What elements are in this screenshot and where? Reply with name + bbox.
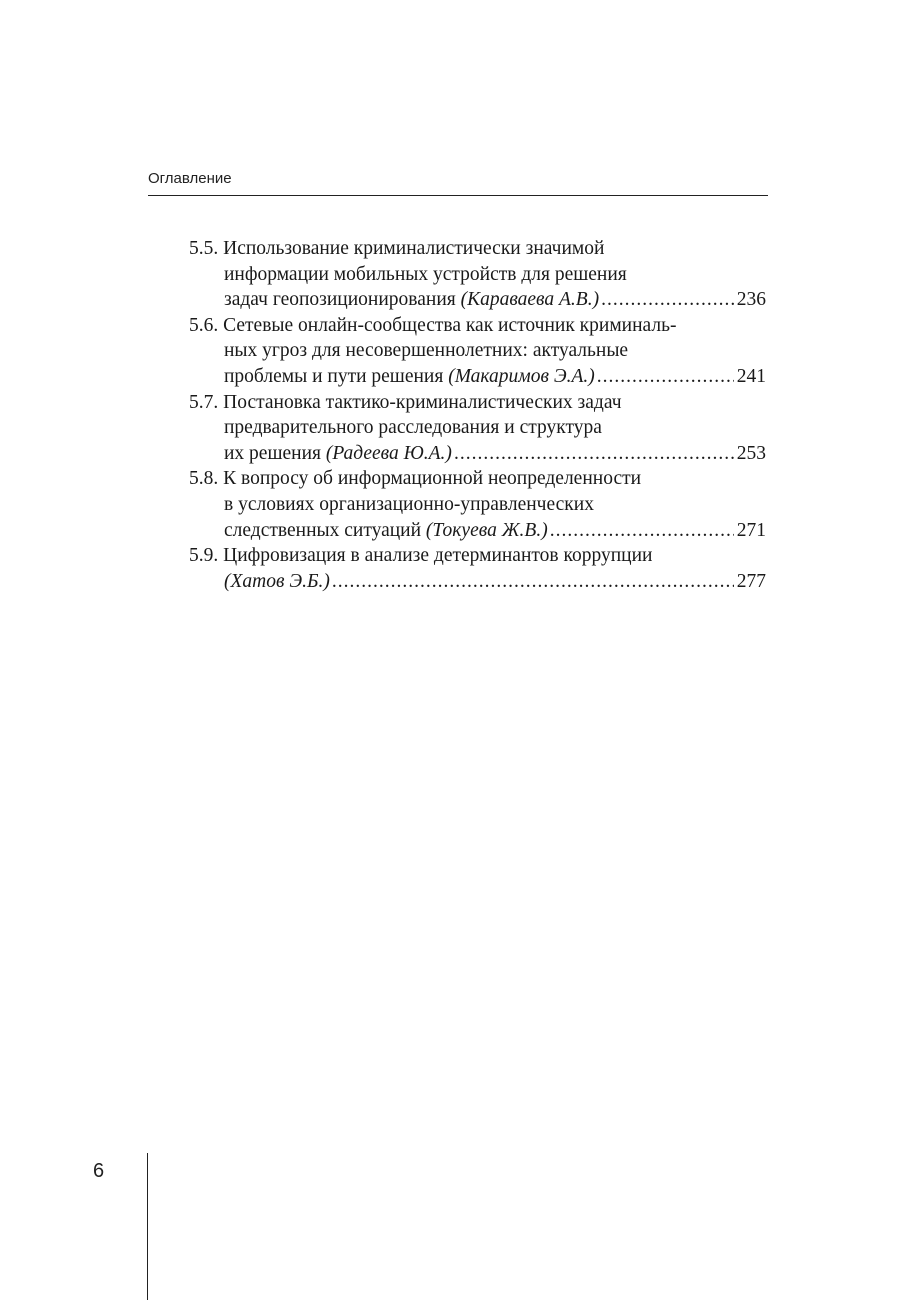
- toc-entry-page: 241: [736, 365, 766, 387]
- table-of-contents: [189, 236, 766, 594]
- dot-leader: [597, 364, 734, 390]
- toc-entry-first-line: [189, 390, 766, 416]
- toc-entry-first-line: [189, 313, 766, 339]
- toc-entry-author: (Радеева Ю.А.): [325, 442, 452, 464]
- toc-entry-title-line: ных угроз для несовершеннолетних: актуальные: [224, 340, 629, 362]
- toc-entry-author: (Хатов Э.Б.): [224, 570, 330, 592]
- toc-entry-5-9[interactable]: [189, 543, 766, 594]
- toc-entry-title-line: проблемы и пути решения: [224, 365, 444, 387]
- toc-entry-title-line: в условиях организационно-управленческих: [224, 493, 594, 515]
- toc-entry-title-line: следственных ситуаций: [224, 519, 422, 541]
- toc-entry-number: 5.8.: [189, 468, 219, 490]
- dot-leader: [601, 287, 734, 313]
- toc-entry-title-line: Постановка тактико-криминалистических задач: [223, 391, 622, 413]
- toc-entry-page: 271: [736, 519, 766, 541]
- toc-entry-author: (Токуева Ж.В.): [425, 519, 548, 541]
- toc-entry-5-6[interactable]: [189, 313, 766, 390]
- toc-entry-5-8[interactable]: [189, 466, 766, 543]
- toc-entry-first-line: [189, 543, 766, 569]
- header-divider: [148, 195, 768, 196]
- toc-entry-author: (Караваева А.В.): [460, 289, 600, 311]
- toc-entry-page: 236: [736, 289, 766, 311]
- toc-entry-title-line: Использование криминалистически значимой: [223, 238, 605, 259]
- toc-entry-title-line: предварительного расследования и структура: [224, 417, 602, 439]
- toc-entry-title-line: Цифровизация в анализе детерминантов коррупции: [223, 545, 653, 567]
- dot-leader: [332, 569, 734, 595]
- toc-entry-title-line: Сетевые онлайн-сообщества как источник криминаль-: [223, 314, 677, 336]
- toc-entry-number: 5.9.: [189, 545, 219, 567]
- toc-entry-title-line: К вопросу об информационной неопределенности: [223, 468, 642, 490]
- toc-entry-first-line: [189, 236, 766, 262]
- toc-entry-title-line: их решения: [224, 442, 321, 464]
- footer-vertical-rule: [147, 1153, 148, 1300]
- toc-entry-last-line: [189, 441, 766, 467]
- toc-entry-page: 277: [736, 570, 766, 592]
- toc-entry-last-line: [189, 364, 766, 390]
- running-head-title: Оглавление: [148, 170, 232, 187]
- toc-entry-title-line: задач геопозиционирования: [224, 289, 456, 311]
- toc-entry-number: 5.7.: [189, 391, 219, 413]
- toc-entry-5-7[interactable]: [189, 390, 766, 467]
- dot-leader: [550, 518, 734, 544]
- toc-entry-page: 253: [736, 442, 766, 464]
- toc-entry-last-line: [189, 518, 766, 544]
- toc-entry-5-5[interactable]: [189, 236, 766, 313]
- toc-entry-author: (Макаримов Э.А.): [448, 365, 595, 387]
- dot-leader: [454, 441, 734, 467]
- toc-entry-title-line: информации мобильных устройств для решения: [224, 263, 627, 285]
- toc-entry-number: 5.5.: [189, 238, 219, 259]
- toc-entry-number: 5.6.: [189, 314, 219, 336]
- toc-entry-first-line: [189, 466, 766, 492]
- page-number: 6: [93, 1160, 105, 1182]
- toc-entry-last-line: [189, 569, 766, 595]
- toc-entry-last-line: [189, 287, 766, 313]
